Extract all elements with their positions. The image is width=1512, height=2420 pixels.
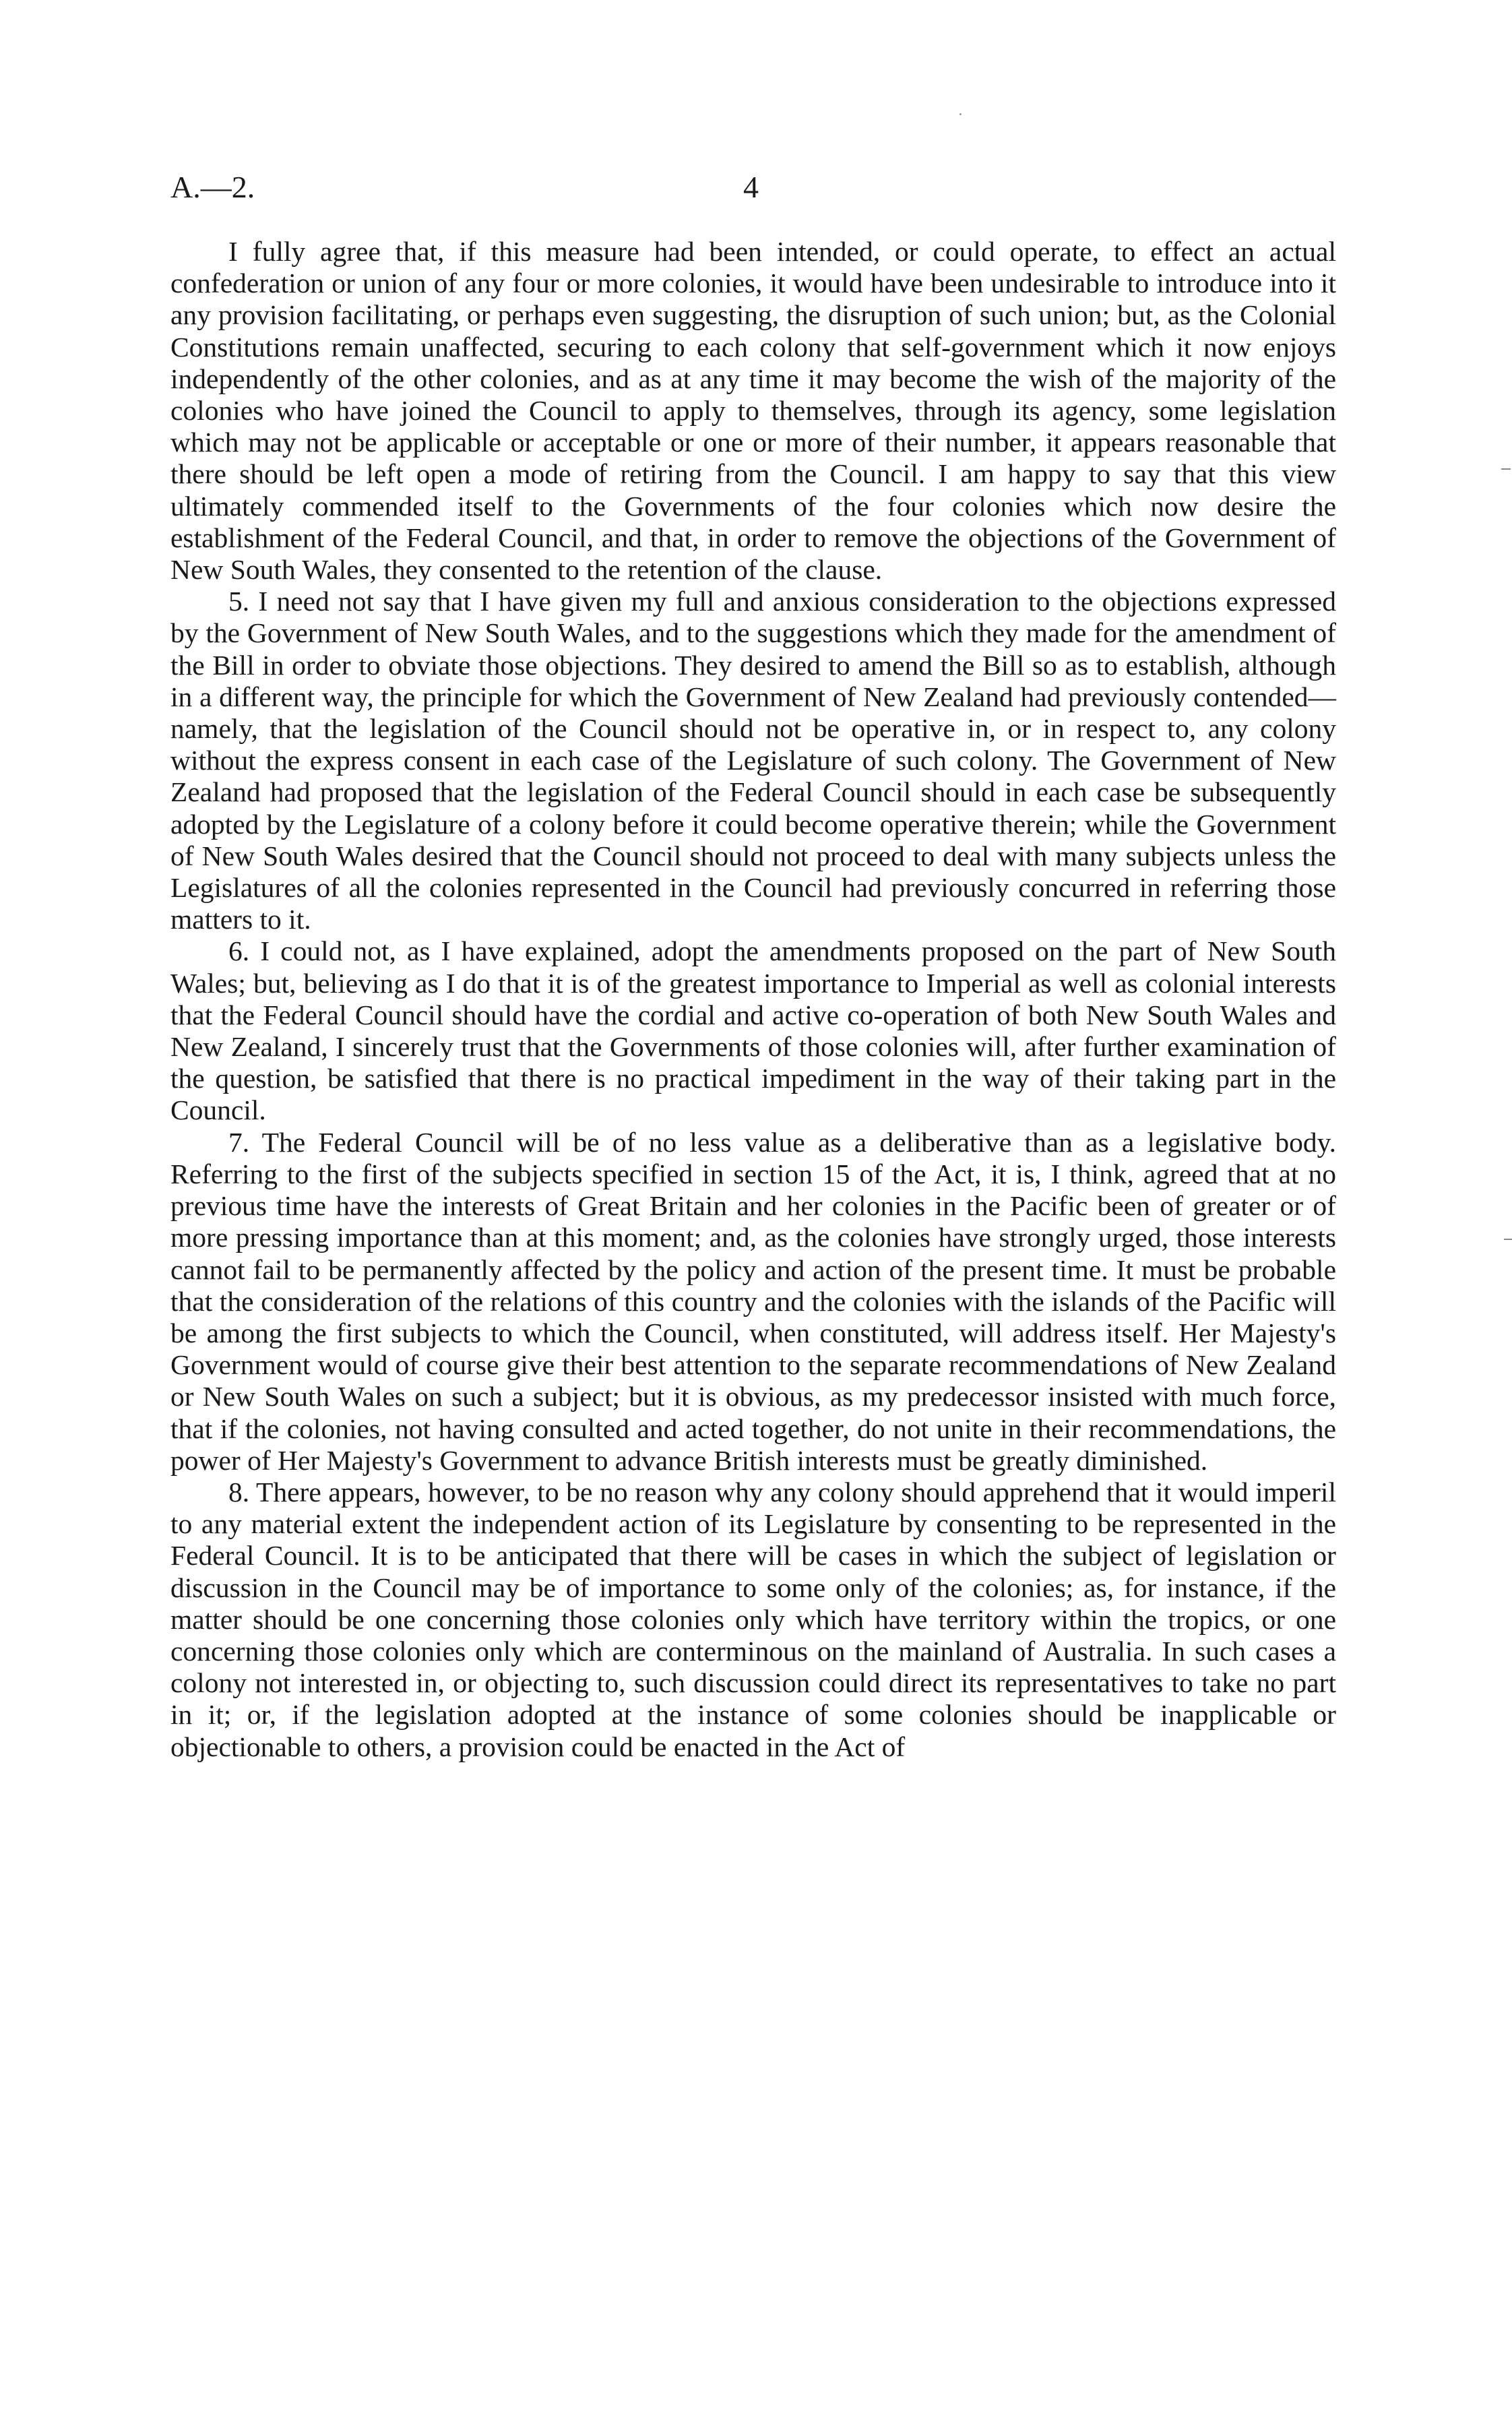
paragraph-8: 8. There appears, however, to be no reason why any colony should apprehend that it would imperil to any material extent the independent action of its Legislature by consenting to be represented in the Federal Council. It is to be anticipated that there will be cases in which the subject of legislation or discussion in the Council may be of importance to some only of the colonies; as, for instance, if the matter should be one concerning those colonies only which have territory within the tropics, or one concerning those colonies only which are conterminous on the mainland of Australia. In such cases a colony not interested in, or objecting to, such discussion could direct its representatives to take no part in it; or, if the legislation adopted at the instance of some colonies should be inapplicable or objectionable to others, a provision could be enacted in the Act of	[170, 1476, 1336, 1762]
body-text	[170, 236, 1336, 1763]
paragraph-5: 5. I need not say that I have given my full and anxious consideration to the objections expressed by the Government of New South Wales, and to the suggestions which they made for the amendment of the Bill in order to obviate those objections. They desired to amend the Bill so as to establish, although in a different way, the principle for which the Government of New Zealand had previously contended—namely, that the legislation of the Council should not be operative in, or in respect to, any colony without the express consent in each case of the Legislature of such colony. The Government of New Zealand had proposed that the legislation of the Federal Council should in each case be subsequently adopted by the Legislature of a colony before it could become operative therein; while the Government of New South Wales desired that the Council should not proceed to deal with many subjects unless the Legislatures of all the colonies represented in the Council had previously concurred in referring those matters to it.	[170, 586, 1336, 935]
margin-mark	[1504, 1239, 1512, 1240]
page-number: 4	[743, 170, 759, 204]
page-header	[170, 167, 1336, 208]
paragraph-4-continuation: I fully agree that, if this measure had been intended, or could operate, to effect an actual confederation or union of any four or more colonies, it would have been undesirable to introduce into it any provision facilitating, or perhaps even suggesting, the disruption of such union; but, as the Colonial Constitutions remain unaffected, securing to each colony that self-government which it now enjoys independently of the other colonies, and as at any time it may become the wish of the majority of the colonies who have joined the Council to apply to themselves, through its agency, some legislation which may not be applicable or acceptable or one or more of their number, it appears reasonable that there should be left open a mode of retiring from the Council. I am happy to say that this view ultimately commended itself to the Governments of the four colonies which now desire the establishment of the Federal Council, and that, in order to remove the objections of the Government of New South Wales, they consented to the retention of the clause.	[170, 236, 1336, 586]
scan-speck	[959, 113, 962, 115]
margin-mark	[1501, 468, 1511, 470]
document-reference: A.—2.	[170, 170, 255, 204]
paragraph-6: 6. I could not, as I have explained, adopt the amendments proposed on the part of New South Wales; but, believing as I do that it is of the greatest importance to Imperial as well as colonial interests that the Federal Council should have the cordial and active co-operation of both New South Wales and New Zealand, I sincerely trust that the Governments of those colonies will, after further examination of the question, be satisfied that there is no practical impediment in the way of their taking part in the Council.	[170, 935, 1336, 1126]
paragraph-7: 7. The Federal Council will be of no less value as a deliberative than as a legislative body. Referring to the first of the subjects specified in section 15 of the Act, it is, I think, agreed that at no previous time have the interests of Great Britain and her colonies in the Pacific been of greater or of more pressing importance than at this moment; and, as the colonies have strongly urged, those interests cannot fail to be permanently affected by the policy and action of the present time. It must be probable that the consideration of the relations of this country and the colonies with the islands of the Pacific will be among the first subjects to which the Council, when constituted, will address itself. Her Majesty's Government would of course give their best attention to the separate recommendations of New Zealand or New South Wales on such a subject; but it is obvious, as my predecessor insisted with much force, that if the colonies, not having consulted and acted together, do not unite in their recommendations, the power of Her Majesty's Government to advance British interests must be greatly diminished.	[170, 1126, 1336, 1476]
